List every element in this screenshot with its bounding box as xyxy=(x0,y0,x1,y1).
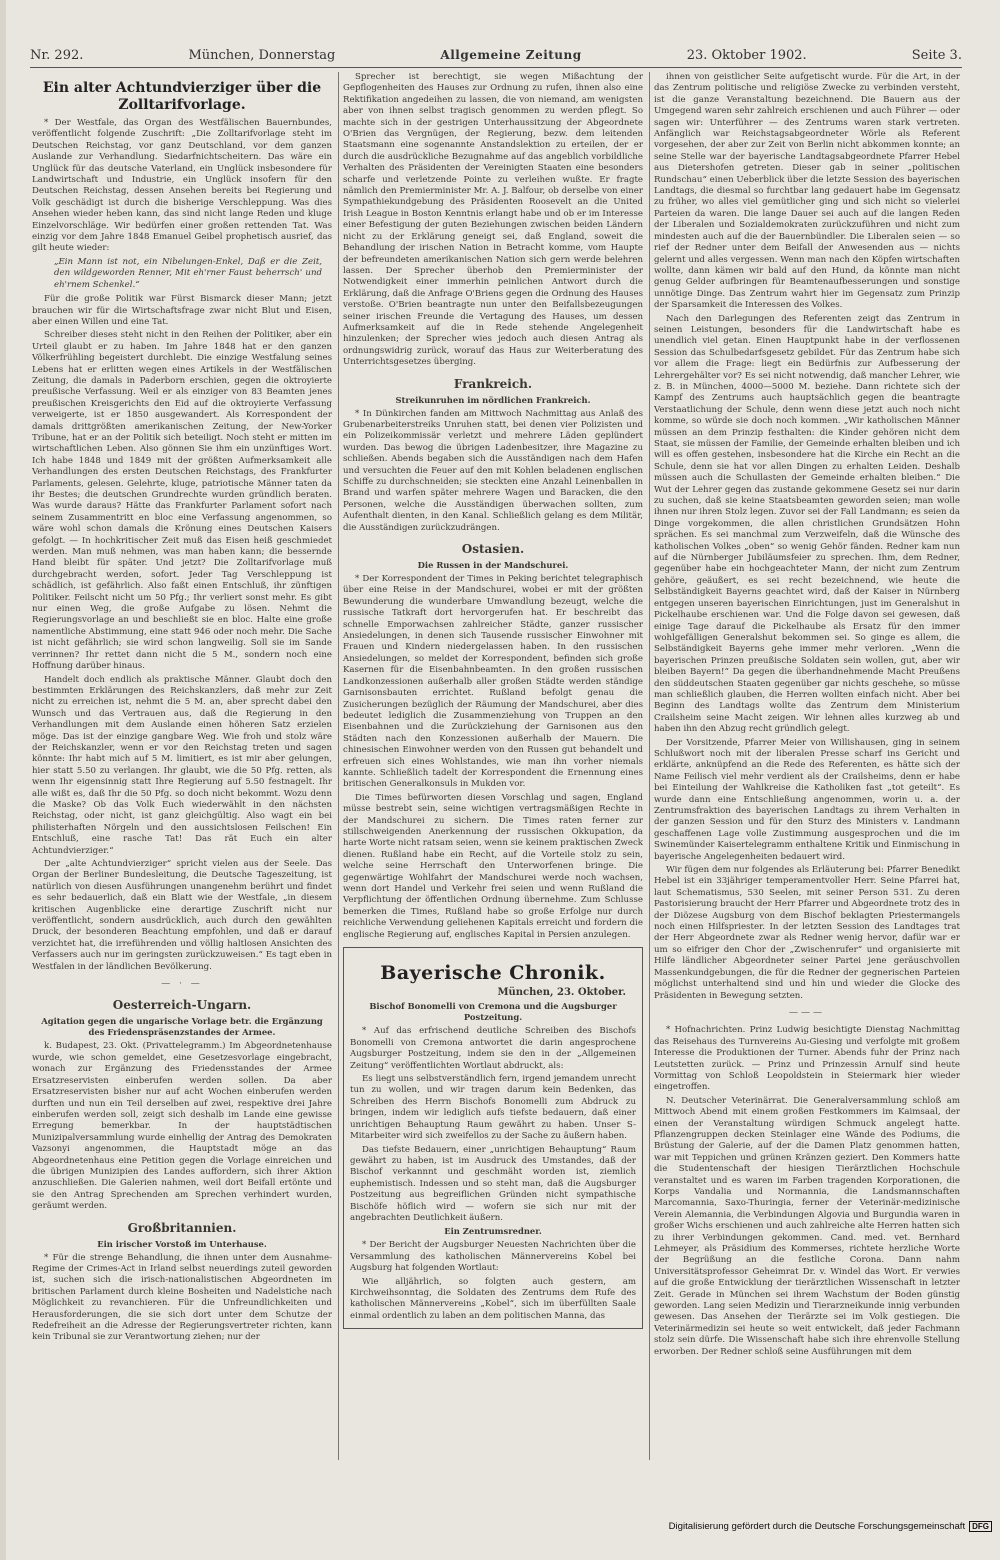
paragraph: Der Vorsitzende, Pfarrer Meier von Willishausen, ging in seinem Schlußwort noch mit der liberalen Presse scharf ins Gericht und erklärte, anknüpfend an die Rede des Referenten, es hätte sich der Name Feilisch viel mehr verdient als der Crailsheims, denn er habe bei Einteilung der Wahlkreise die Katholiken fast „tot geteilt“. Es wurde dann eine Entschließung angenommen, worin u. a. der Zentrumsfraktion des bayerischen Landtags zu ihrem Verhalten in der ganzen Session und für den Sturz des Ministers v. Landmann geschaffenen Lage volle Zustimmung ausgesprochen und die im Swinemünder Kaisertelegramm enthaltene Kritik und Einmischung in bayerische Angelegenheiten bedauert wird. xyxy=(654,737,960,862)
chronicle-title: Bayerische Chronik. xyxy=(380,962,606,985)
column-rule xyxy=(338,72,339,1460)
paragraph: Sprecher ist berechtigt, sie wegen Mißachtung der Gepflogenheiten des Hauses zur Ordnung zu rufen, ihnen also eine Rektifikation angedeihen zu lassen, die von niemand, am wenigsten aber von ihnen selbst tragisch genommen zu werden pflegt. So machte sich in der gestrigen Unterhaussitzung der Abgeordnete O'Brien das Vergnügen, der Regierung, bezw. dem leitenden Staatsmann eine sogenannte Anstandslektion zu erteilen, der er durch die ausdrückliche Bezugnahme auf das angeblich vorbildliche Verhalten des Präsidenten der Vereinigten Staaten eine besonders scharfe und verletzende Pointe zu verleihen wußte. Er fragte nämlich den Premierminister Mr. A. J. Balfour, ob derselbe von einer Sympathiekundgebung des Präsidenten Roosevelt an die United Irish League in Boston Kenntnis erlangt habe und ob er im Interesse einer Befestigung der guten Beziehungen zwischen beiden Ländern nicht zu der Erklärung geneigt sei, daß England, soweit die Behandlung der irischen Nation in Betracht komme, vom Haupte der befreundeten amerikanischen Nation sich gern werde belehren lassen. Der Sprecher überhob den Premierminister der Notwendigkeit einer immerhin peinlichen Antwort durch die Erklärung, daß die Anfrage O'Briens gegen die Ordnung des Hauses verstoße. O'Brien beantragte nun unter den Beifallsbezeugungen seiner irischen Freunde die Vertagung des Hauses, um dessen Aufmerksamkeit auf die in Rede stehende Angelegenheit hinzulenken; der Sprecher wies jedoch auch diesen Antrag als ordnungswidrig zurück, worauf das Haus zur Weiterberatung des Unterrichtsgesetzes überging. xyxy=(343,72,643,368)
paragraph: * Der Korrespondent der Times in Peking berichtet telegraphisch über eine Reise in der Mandschurei, wobei er mit der größten Bewunderung die wunderbare Umwandlung bezeugt, welche die russische Tatkraft dort hervorgerufen hat. Er beschreibt das schnelle Emporwachsen zahlreicher Städte, ganzer russischer Ansiedelungen, in denen sich Tausende russischer Einwohner mit Frauen und Kindern niedergelassen haben. In den russischen Ansiedelungen, so meldet der Korrespondent, befinden sich große Kasernen für die Eisenbahnbeamten. In den großen russischen Landkonzessionen außerhalb aller großen Städte werden ständige Garnisonsbauten errichtet. Rußland befolgt genau die Zusicherungen bezüglich der Räumung der Mandschurei, aber dies bedeutet lediglich die Zusammenziehung von Truppen an den Eisenbahnen und die Zurückziehung der Garnisonen aus den Städten nach den Konzessionen außerhalb der Mauern. Die chinesischen Einwohner werden von den Russen gut behandelt und erfreuen sich eines Wohlstandes, wie man ihn vorher niemals kannte. Schließlich tadelt der Korrespondent die Ernennung eines britischen Generalkonsuls in Mukden vor. xyxy=(343,574,643,790)
section-subtitle: Ein irischer Vorstoß im Unterhause. xyxy=(97,1238,267,1249)
section-title: Großbritannien. xyxy=(127,1220,237,1235)
page-number: Seite 3. xyxy=(911,47,962,63)
place-day: München, Donnerstag xyxy=(188,47,336,63)
header-rule xyxy=(30,67,962,68)
column-rule xyxy=(649,72,650,1460)
paragraph: Nach den Darlegungen des Referenten zeigt das Zentrum in seinen Leistungen, besonders für die Landwirtschaft habe es unendlich viel getan. Einen Hauptpunkt habe in der verflossenen Session das Schulbedarfsgesetz gebildet. Für das Zentrum habe sich vor allem die Frage: liegt ein Bedürfnis zur Aufbesserung der Lehrergehälter vor? Es sei nicht notwendig, daß mancher Lehrer, wie z. B. in München, 4000—5000 M. beziehe. Dann richtete sich der Kampf des Zentrums auch hauptsächlich gegen die beantragte Verstaatlichung der Schule, denn wenn diese jetzt auch noch nicht komme, so würde sie doch noch kommen. „Wir katholischen Männer müssen an dem Prinzip festhalten: die Kinder gehören nicht dem Staat, sie müssen der Familie, der Gemeinde erhalten bleiben und ich will es offen gestehen, insbesondere hat die Kirche ein Recht an die Schule, denn sie hat vor allen Dingen zu erhalten Leiden. Deshalb müssen auch die Schullasten der Gemeinde erhalten bleiben.“ Die Wut der Lehrer gegen das zustande gekommene Gesetz sei nur darin zu suchen, daß sie keine Staatsbeamten geworden seien; man wolle ihnen nur ihren Stolz legen. Zuvor sei der Fall Landmann; es seien da Dinge vorgekommen, die allen christlichen Grundsätzen Hohn sprächen. Es sei manchmal zum Verzweifeln, daß die Wünsche des katholischen Volkes „oben“ so wenig Gehör fänden. Redner kam nun auf die Nürnberger Jubiläumsfeier zu sprechen. Ihm, dem Redner, gegenüber habe ein hochgeachteter Mann, der nicht zum Zentrum gehöre, geäußert, es sei recht bezeichnend, wie heute die Selbständigkeit Bayerns geachtet wird, daß der Kaiser in Nürnberg entgegen unseren bayerischen Einrichtungen, just im Generalshut in Pickelhaube erschienen war. Und die Folge davon sei gewesen, daß einige Tage darauf die Pickelhaube als Ersatz für den immer wohlgefälligen Generalshut bekommen sei. So ginge es allem, die Selbständigkeit Bayerns gehe immer mehr verloren. „Wenn die bayerischen Prinzen preußische Soldaten sein wollen, gut, aber wir bleiben Bayern!“ Da gegen die überhandnehmende Macht Preußens den süddeutschen Staaten gegenüber gar nichts geschehe, so müsse man schließlich glauben, die Herren wollten einfach nicht. Aber bei Beginn des Landtags wollte das Zentrum dem Ministerium Crailsheim seine Macht zeigen. Wir lehnen alles kurzweg ab und haben ihn den Abzug recht gründlich gelegt. xyxy=(654,313,960,735)
dfg-logo: DFG xyxy=(969,1521,992,1532)
paragraph: Der „alte Achtundvierziger“ spricht vielen aus der Seele. Das Organ der Berliner Bundesleitung, die Deutsche Tageszeitung, ist natürlich von diesen Ausführungen unangenehm berührt und findet es sehr bedauerlich, daß ein Blatt wie der Westfale, „in diesem kritischen Augenblicke eine derartige Zuschrift nicht nur veröffentlicht, sondern ausdrücklich, auch durch den gewählten Druck, der besonderen Beachtung empfohlen, und daß er darauf verzichtet hat, die irreführenden und völlig haltlosen Ansichten des Verfassers auch nur im geringsten zurückzuweisen.“ Es tagt eben in Westfalen in der ländlichen Bevölkerung. xyxy=(32,859,332,972)
paragraph: k. Budapest, 23. Okt. (Privattelegramm.) Im Abgeordnetenhause wurde, wie schon gemeldet, eine Gesetzesvorlage eingebracht, wonach zur Ergänzung des Friedensstandes der Armee Ersatzreservisten einberufen werden sollen. Da aber Ersatzreservisten bisher nur auf acht Wochen einberufen werden durften und nun ein Teil derselben auf zwei, respektive drei Jahre einberufen werden soll, zeigt sich deshalb im Lande eine gewisse Erregung bemerkbar. In der hauptstädtischen Munizipalversammlung wurde einhellig der Antrag des Demokraten Vazsonyi angenommen, die Hauptstadt möge an das Abgeordnetenhaus eine Petition gegen die Vorlage einreichen und die übrigen Munizipien des Landes auffordern, sich ihrer Aktion anzuschließen. Die Galerien nahmen, weil dort Beifall ertönte und sie den Antrag Sprechenden am Sprechen verhindert wurden, geräumt werden. xyxy=(32,1041,332,1212)
section-subtitle: Streikunruhen im nördlichen Frankreich. xyxy=(395,394,591,405)
section-subtitle: Agitation gegen die ungarische Vorlage betr. die Ergänzung des Friedenspräsenzstandes der Armee. xyxy=(41,1016,323,1038)
digitization-credit xyxy=(669,1521,992,1532)
paragraph: * Hofnachrichten. Prinz Ludwig besichtigte Dienstag Nachmittag das Reisehaus des Turnvereins Au-Giesing und verfolgte mit großem Interesse die Produktionen der Turner. Abends fuhr der Prinz nach Leutstetten zurück. — Prinz und Prinzessin Arnulf sind heute Vormittag von Schloß Leopoldstein in Steiermark hier wieder eingetroffen. xyxy=(654,1025,960,1093)
column-3 xyxy=(654,72,960,1460)
newspaper-title: Allgemeine Zeitung xyxy=(440,48,582,62)
paragraph: ihnen von geistlicher Seite aufgetischt wurde. Für die Art, in der das Zentrum politische und religiöse Zwecke zu verbinden versteht, ist die ganze Veranstaltung bezeichnend. Die Bauern aus der Umgegend waren sehr zahlreich erschienen und auch Führer — oder sagen wir: Unterführer — des Zentrums waren stark vertreten. Anfänglich war Reichstagsabgeordneter Wörle als Referent vorgesehen, der aber zur Zeit von Berlin nicht abkommen konnte; an seine Stelle war der bayerische Landtagsabgeordnete Pfarrer Hebel aus Dietershofen getreten. Dieser gab in seiner „politischen Rundschau“ einen Ueberblick über die letzte Session des bayerischen Landtags, die diesmal so furchtbar lang gedauert habe im Gegensatz zu früher, wo alles viel gemütlicher ging und sich nicht so vielerlei Parteien da waren. Die lange Dauer sei auch auf die langen Reden der Liberalen und Sozialdemokraten zurückzuführen und nicht zum mindesten auch auf die der Bauernbündler. Die Liberalen seien — so rief der Redner unter dem Beifall der Anwesenden aus — nichts gelernt und alles vergessen. Wenn man nach den Köpfen wirtschaften wollte, dann kämen wir bald auf den Hund, da könnte man nicht genug Gelder aufbringen für Beamtenaufbesserungen und sonstige unnötige Dinge. Das Zentrum wahrt hier im Gegensatz zum Prinzip der Sparsamkeit die Interessen des Volkes. xyxy=(654,72,960,311)
paragraph: * Der Westfale, das Organ des Westfälischen Bauernbundes, veröffentlicht folgende Zuschrift: „Die Zolltarifvorlage steht im Deutschen Reichstag, vor ganz Deutschland, vor dem ganzen Auslande zur Verhandlung. Siedarfnichtscheitern. Das wäre ein Unglück für das deutsche Vaterland, ein Unglück insbesondere für Landwirtschaft und Industrie, ein Unglück insofern für den Deutschen Reichstag, dessen Ansehen bereits bei Regierung und Volk geschädigt ist durch die bisherige Verschleppung. Was dies Ansehen wieder heben kann, das sind nicht lange Reden und kluge Einzelvorschläge. Wir bedürfen einer großen rettenden Tat. Was einzig vor dem Jahre 1848 Emanuel Geibel prophetisch ausrief, das gilt heute wieder: xyxy=(32,118,332,254)
paragraph: * Der Bericht der Augsburger Neuesten Nachrichten über die Versammlung des katholischen Männervereins Kobel bei Augsburg hat folgenden Wortlaut: xyxy=(350,1240,636,1274)
column-2 xyxy=(343,72,643,1460)
paragraph: N. Deutscher Veterinärrat. Die Generalversammlung schloß am Mittwoch Abend mit einem großen Festkommers im Kaimsaal, der einen der Veranstaltung würdigen Schmuck angelegt hatte. Pflanzengruppen decken Steinlager eine Wände des Podiums, die Brüstung der Galerie, auf der die Damen Platz genommen hatten, war mit Teppichen und grünen Kränzen geziert. Den Kommers hatte die Studentenschaft der hiesigen Tierärztlichen Hochschule veranstaltet und es waren im Farben tragenden Korporationen, die Korps Vandalia und Normannia, die Landsmannschaften Marcomannia, Saxo-Thuringia, ferner der Veterinär-medizinische Verein Alemannia, die Verbindungen Algovia und Burgundia waren in großer Wichs erschienen und auch zahlreiche alte Herren hatten sich zu ihrer Verbindungen gekommen. Cand. med. vet. Bernhard Lehmeyer, als Präsidium des Kommerses, richtete herzliche Worte der Begrüßung an die festliche Corona. Dann nahm Universitätsprofessor Geheimrat Dr. v. Windel das Wort. Er verwies auf die große Entwicklung der tierärztlichen Wissenschaft in letzter Zeit. Gerade in München sei ihrem Wachstum der Boden günstig geworden. Lang seien Medizin und Tierarzneikunde innig verbunden gewesen. Das Ansehen der Tierärzte sei im Volk gestiegen. Die Veterinärmedizin sei heute so weit entwickelt, daß jeder Fachmann stolz sein dürfe. Die Wissenschaft habe sich ihre ehrenvolle Stellung erworben. Der Redner schloß seine Ausführungen mit dem xyxy=(654,1095,960,1357)
section-subtitle: Ein Zentrumsredner. xyxy=(444,1226,542,1237)
issue-number: Nr. 292. xyxy=(30,47,84,63)
article-title: Ein alter Achtundvierziger über die Zolltarifvorlage. xyxy=(42,80,322,113)
section-title: Frankreich. xyxy=(453,376,533,391)
chronicle-dateline: München, 23. Oktober. xyxy=(497,987,626,999)
issue-date: 23. Oktober 1902. xyxy=(686,47,807,63)
paragraph: Handelt doch endlich als praktische Männer. Glaubt doch den bestimmten Erklärungen des Reichskanzlers, daß mehr zur Zeit nicht zu erreichen ist, nehmt die 5 M. an, aber sprecht dabei den Wunsch und das Vertrauen aus, daß die Regierung in den Verhandlungen mit dem Auslande einen höheren Satz erzielen möge. Das ist der einzige gangbare Weg. Wie froh und stolz wäre der Reichskanzler, wenn er vor den Reichstag treten und sagen könnte: Ihr habt mich auf 5 M. limitiert, es ist mir aber gelungen, hier statt 5.50 zu verlangen. Ihr glaubt, wie die 50 Pfg. retten, als wenn Ihr eigensinnig statt Ihre Regierung auf 5.50 festnagelt. Ihr alle wißt es, daß Ihr die 50 Pfg. so doch nicht bekommt. Wozu denn die Maske? Ob das Volk Euch wiederwählt in den nächsten Reichstag, oder nicht, ist ganz gleichgültig. Also wagt ein bei philisterhaften Nörgeln und den aussichtslosen Feilschen! Ein Entschluß, eine rasche Tat! Das rät Euch ein alter Achtundvierziger.“ xyxy=(32,674,332,856)
section-title: Ostasien. xyxy=(461,542,525,557)
paragraph: Die Times befürworten diesen Vorschlag und sagen, England müsse bestrebt sein, seine wichtigen vertragsmäßigen Rechte in der Mandschurei zu sichern. Die Times raten ferner zur stillschweigenden Anerkennung der russischen Okkupation, da harte Worte nicht ratsam seien, wenn sie keinem praktischen Zweck dienen. Rußland habe ein Recht, auf die Vorteile stolz zu sein, welche seine Herrschaft den Unterworfenen bringe. Die gegenwärtige Wohlfahrt der Mandschurei werde noch wachsen, wenn dort Handel und Verkehr frei seien und wenn Rußland die Verpflichtung der öffentlichen Ordnung übernehme. Zum Schlusse bemerken die Times, Rußland habe so große Erfolge nur durch reichliche Verwendung geliehenen Kapitals erreicht und fordern die englische Regierung auf, englisches Kapital in Persien anzulegen. xyxy=(343,792,643,940)
section-subtitle: Bischof Bonomelli von Cremona und die Augsburger Postzeitung. xyxy=(369,1001,617,1023)
page-header xyxy=(30,44,962,66)
section-divider: — · — xyxy=(161,979,203,990)
paragraph: Wie alljährlich, so folgten auch gestern, am Kirchweihsonntag, die Soldaten des Zentrums dem Rufe des katholischen Männervereins „Kobel“, sich im überfüllten Saale einmal ordentlich zu laben an dem politischen Manna, das xyxy=(350,1276,636,1321)
paragraph: * Auf das erfrischend deutliche Schreiben des Bischofs Bonomelli von Cremona antwortet die darin angesprochene Augsburger Postzeitung, indem sie den in der „Allgemeinen Zeitung“ veröffentlichten Wortlaut abdruckt, als: xyxy=(350,1026,636,1071)
section-divider: ——— xyxy=(789,1007,825,1018)
column-1 xyxy=(32,72,332,1460)
chronicle-box xyxy=(343,947,643,1329)
paragraph: Es liegt uns selbstverständlich fern, irgend jemandem unrecht tun zu wollen, und wir tragen darum kein Bedenken, das Schreiben des Herrn Bischofs Bonomelli zum Abdruck zu bringen, indem wir lediglich aufs tiefste bedauern, daß einer unrichtigen Behauptung Raum gewährt zu haben. Unser S-Mitarbeiter wird sich zweifellos zu der Sache zu äußern haben. xyxy=(350,1074,636,1142)
paragraph: Das tiefste Bedauern, einer „unrichtigen Behauptung“ Raum gewährt zu haben, ist im Ausdruck des Umstandes, daß der Bischof verkannnt und geschmäht worden ist, ziemlich euphemistisch. Indessen und so steht man, daß die Augsburger Postzeitung aus begreiflichen Gründen nicht sympathische Bischöfe höflich wird — wofern sie sich nur mit der angebrachten Deutlichkeit äußern. xyxy=(350,1144,636,1223)
page-edge xyxy=(0,0,6,1560)
section-subtitle: Die Russen in der Mandschurei. xyxy=(417,560,569,571)
paragraph: * In Dünkirchen fanden am Mittwoch Nachmittag aus Anlaß des Grubenarbeiterstreiks Unruhen statt, bei denen vier Polizisten und ein Polizeikommissär verletzt und mehrere Läden geplündert wurden. Das bewog die übrigen Ladenbesitzer, ihre Magazine zu schließen. Abends begaben sich die Ausständigen nach dem Hafen und versuchten die Feuer auf den mit Kohlen beladenen englischen Schiffe zu durchschneiden; sie steckten eine Anzahl Leinenballen in Brand und warfen später mehrere Wagen und Baracken, die den Personen, welche die Ausständigen überwachen sollten, zum Aufenthalt dienten, in den Kanal. Schließlich gelang es dem Militär, die Ausständigen zurückzudrängen. xyxy=(343,408,643,533)
paragraph: Schreiber dieses steht nicht in den Reihen der Politiker, aber ein Urteil glaubt er zu haben. Im Jahre 1848 hat er den ganzen Völkerfrühling begeistert durchlebt. Die einzige Westfalung seines Lebens hat er erlitten wegen eines Artikels in der Westfälischen Zeitung, die damals in Paderborn erschien, gegen die oktroyierte preußische Verfassung. Weil er als einziger von 83 Beamten jenes preußischen Kreisgerichts den Eid auf die oktroyierte Verfassung verweigerte, ist er 1850 ausgewandert. Als Korrespondent der damals drittgrößten amerikanischen Zeitung, der New-Yorker Tribune, hat er an der Politik sich beteiligt. Noch steht er mitten im wirtschaftlichen Leben. Also gönnen Sie ihm ein unzünftiges Wort. Ich habe 1848 und 1849 mit der größten Aufmerksamkeit alle Verhandlungen des ersten Deutschen Reichstags, des Frankfurter Parlaments, gelesen. Gelehrte, kluge, patriotische Männer taten da ihr Bestes; die deutschen Grundrechte wurden gründlich beraten. Was wurde daraus? Hätte das Frankfurter Parlament sofort nach seinem Zusammentritt en bloc eine Verfassung angenommen, so wäre wohl schon damals die Krönung eines Deutschen Kaisers gefolgt. — In hochkritischer Zeit muß das Eisen heiß geschmiedet werden. Man muß nehmen, was man haben kann; die bessernde Hand bleibt für später. Und jetzt? Die Zolltarifvorlage muß durchgebracht werden, sofort. Jeder Tag Verschleppung ist schädlich, ist gefährlich. Also faßt einen Entschluß, ihr zünftigen Politiker. Feilscht nicht um 50 Pfg.; Ihr verliert sonst mehr. Es gibt nur einen Weg, die große Aufgabe zu lösen. Nehmt die Regierungsvorlage an und beschließt sie en bloc. Halte eine große namentliche Abstimmung, eine statt 946 oder noch mehr. Die Sache ist nicht gefährlich; sie wird schon langweilig. Soll sie im Sande verrinnen? Ihr rettet dann nicht die 5 M., sondern noch eine Hoffnung darüber hinaus. xyxy=(32,330,332,672)
section-title: Oesterreich-Ungarn. xyxy=(112,998,252,1013)
paragraph: * Für die strenge Behandlung, die ihnen unter dem Ausnahme-Regime der Crimes-Act in Irland selbst neuerdings zuteil geworden ist, suchen sich die irisch-nationalistischen Abgeordneten im britischen Parlament durch kleine Bosheiten und Nadelstiche nach Möglichkeit zu revanchieren. Für die Unfreundlichkeiten und Herausforderungen, die sie sich dort unter dem Schutze der Redefreiheit an die Adresse der Regierungsvertreter richten, kann kein Tribunal sie zur Verantwortung ziehen; nur der xyxy=(32,1252,332,1343)
paragraph: Wir fügen dem nur folgendes als Erläuterung bei: Pfarrer Benedikt Hebel ist ein 33jähriger temperamentvoller Herr. Seine Pfarrei hat, laut Schematismus, 530 Seelen, mit seiner Person 531. Zu deren Pastorisierung braucht der Herr Pfarrer und Abgeordnete trotz des in der Diözese Augsburg von dem Bischof beklagten Priestermangels noch einen Hilfspriester. In der letzten Session des Landtages trat der Herr Abgeordnete zwar als Redner wenig hervor, dafür war er um so eifriger den Chor der „Zwischenrufer“ und organisierte mit Hilfe ländlicher Abgeordneter seiner Partei jene geräuschvollen Massenkundgebungen, die für die Redner der gegnerischen Parteien möglichst unterhaltend sind und hin und wieder die Glocke des Präsidenten in Bewegung setzten. xyxy=(654,865,960,1001)
credit-text: Digitalisierung gefördert durch die Deutsche Forschungsgemeinschaft xyxy=(668,1521,966,1532)
paragraph: Für die große Politik war Fürst Bismarck dieser Mann; jetzt brauchen wir für die Wirtschaftsfrage zwar nicht Blut und Eisen, aber einen Willen und eine Tat. xyxy=(32,294,332,327)
verse: „Ein Mann ist not, ein Nibelungen-Enkel, Daß er die Zeit, den wildgeworden Renner, Mit eh'rner Faust beherrsch' und eh'rnem Schenkel.“ xyxy=(54,256,322,290)
